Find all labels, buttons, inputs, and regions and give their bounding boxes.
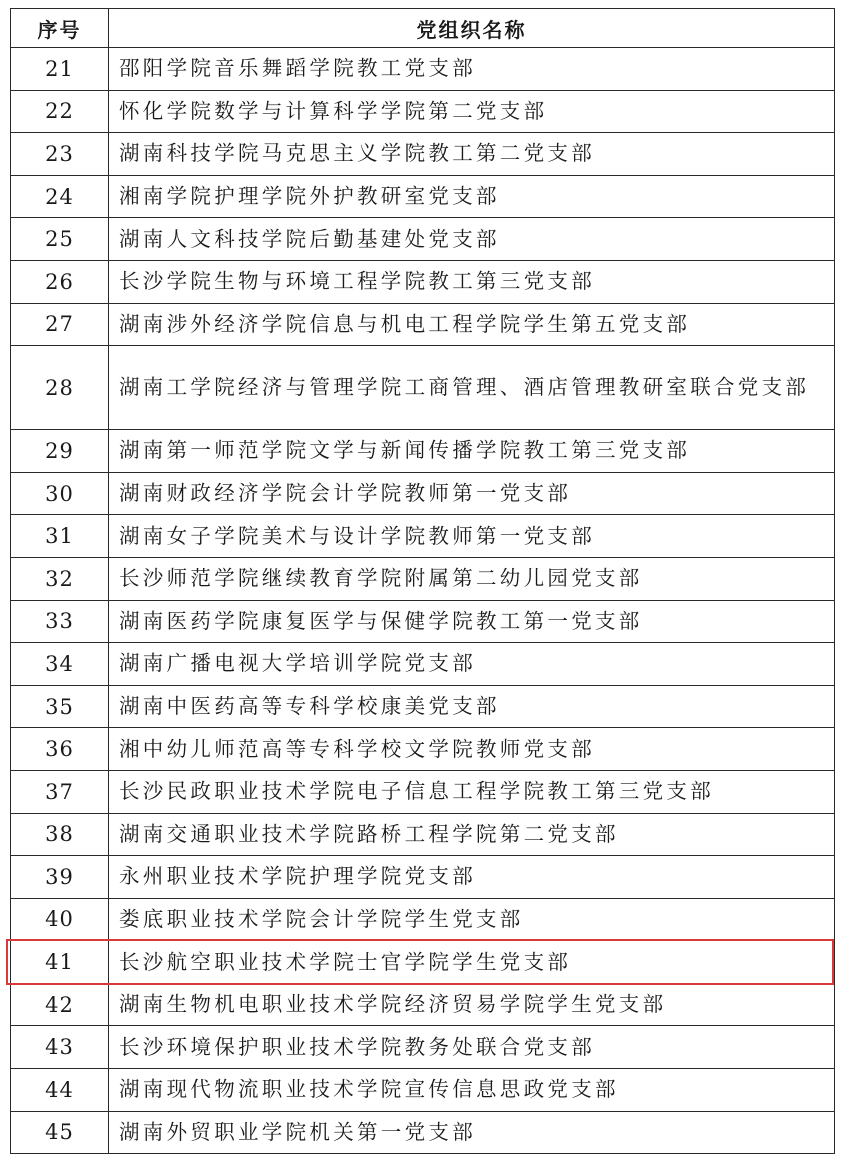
organization-name: 湖南医药学院康复医学与保健学院教工第一党支部 [109,600,835,643]
table-row [11,770,835,813]
table-row [11,133,835,176]
organization-name: 湘中幼儿师范高等专科学校文学院教师党支部 [109,728,835,771]
organization-name: 怀化学院数学与计算科学学院第二党支部 [109,90,835,133]
row-number: 42 [11,983,109,1026]
document-page [10,8,834,1154]
table-row [11,643,835,686]
row-number: 41 [11,941,109,984]
table-row [11,983,835,1026]
row-number: 38 [11,813,109,856]
row-number: 24 [11,175,109,218]
organization-name: 湘南学院护理学院外护教研室党支部 [109,175,835,218]
table-header-row [11,9,835,48]
table-row [11,260,835,303]
table-row [11,1069,835,1112]
organization-name: 长沙民政职业技术学院电子信息工程学院教工第三党支部 [109,770,835,813]
organization-name: 长沙航空职业技术学院士官学院学生党支部 [109,941,835,984]
row-number: 34 [11,643,109,686]
organization-name: 湖南广播电视大学培训学院党支部 [109,643,835,686]
table-row [11,813,835,856]
table-row [11,898,835,941]
table-row [11,218,835,261]
header-index: 序号 [11,9,109,48]
table-row [11,728,835,771]
row-number: 36 [11,728,109,771]
row-number: 22 [11,90,109,133]
party-organization-table [10,8,835,1154]
table-row [11,90,835,133]
row-number: 40 [11,898,109,941]
table-row [11,515,835,558]
organization-name: 湖南中医药高等专科学校康美党支部 [109,685,835,728]
organization-name: 长沙学院生物与环境工程学院教工第三党支部 [109,260,835,303]
table-row [11,856,835,899]
table-row [11,346,835,430]
row-number: 31 [11,515,109,558]
row-number: 35 [11,685,109,728]
organization-name: 邵阳学院音乐舞蹈学院教工党支部 [109,48,835,91]
organization-name: 娄底职业技术学院会计学院学生党支部 [109,898,835,941]
row-number: 37 [11,770,109,813]
organization-name: 长沙环境保护职业技术学院教务处联合党支部 [109,1026,835,1069]
row-number: 29 [11,430,109,473]
table-row [11,685,835,728]
organization-name: 湖南财政经济学院会计学院教师第一党支部 [109,472,835,515]
table-row [11,430,835,473]
organization-name: 湖南第一师范学院文学与新闻传播学院教工第三党支部 [109,430,835,473]
header-name: 党组织名称 [109,9,835,48]
row-number: 23 [11,133,109,176]
table-row [11,472,835,515]
row-number: 43 [11,1026,109,1069]
organization-name: 湖南科技学院马克思主义学院教工第二党支部 [109,133,835,176]
table-body [11,48,835,1154]
row-number: 39 [11,856,109,899]
table-row [11,941,835,984]
table-row [11,303,835,346]
row-number: 33 [11,600,109,643]
organization-name: 湖南人文科技学院后勤基建处党支部 [109,218,835,261]
organization-name: 长沙师范学院继续教育学院附属第二幼儿园党支部 [109,557,835,600]
row-number: 26 [11,260,109,303]
row-number: 45 [11,1111,109,1154]
row-number: 28 [11,346,109,430]
table-row [11,48,835,91]
organization-name: 湖南外贸职业学院机关第一党支部 [109,1111,835,1154]
organization-name: 湖南现代物流职业技术学院宣传信息思政党支部 [109,1069,835,1112]
row-number: 25 [11,218,109,261]
row-number: 32 [11,557,109,600]
row-number: 30 [11,472,109,515]
organization-name: 湖南女子学院美术与设计学院教师第一党支部 [109,515,835,558]
table-row [11,600,835,643]
table-row [11,175,835,218]
organization-name: 永州职业技术学院护理学院党支部 [109,856,835,899]
table-row [11,1026,835,1069]
table-row [11,1111,835,1154]
organization-name: 湖南交通职业技术学院路桥工程学院第二党支部 [109,813,835,856]
organization-name: 湖南生物机电职业技术学院经济贸易学院学生党支部 [109,983,835,1026]
organization-name: 湖南工学院经济与管理学院工商管理、酒店管理教研室联合党支部 [109,346,835,430]
row-number: 44 [11,1069,109,1112]
organization-name: 湖南涉外经济学院信息与机电工程学院学生第五党支部 [109,303,835,346]
row-number: 21 [11,48,109,91]
table-row [11,557,835,600]
row-number: 27 [11,303,109,346]
